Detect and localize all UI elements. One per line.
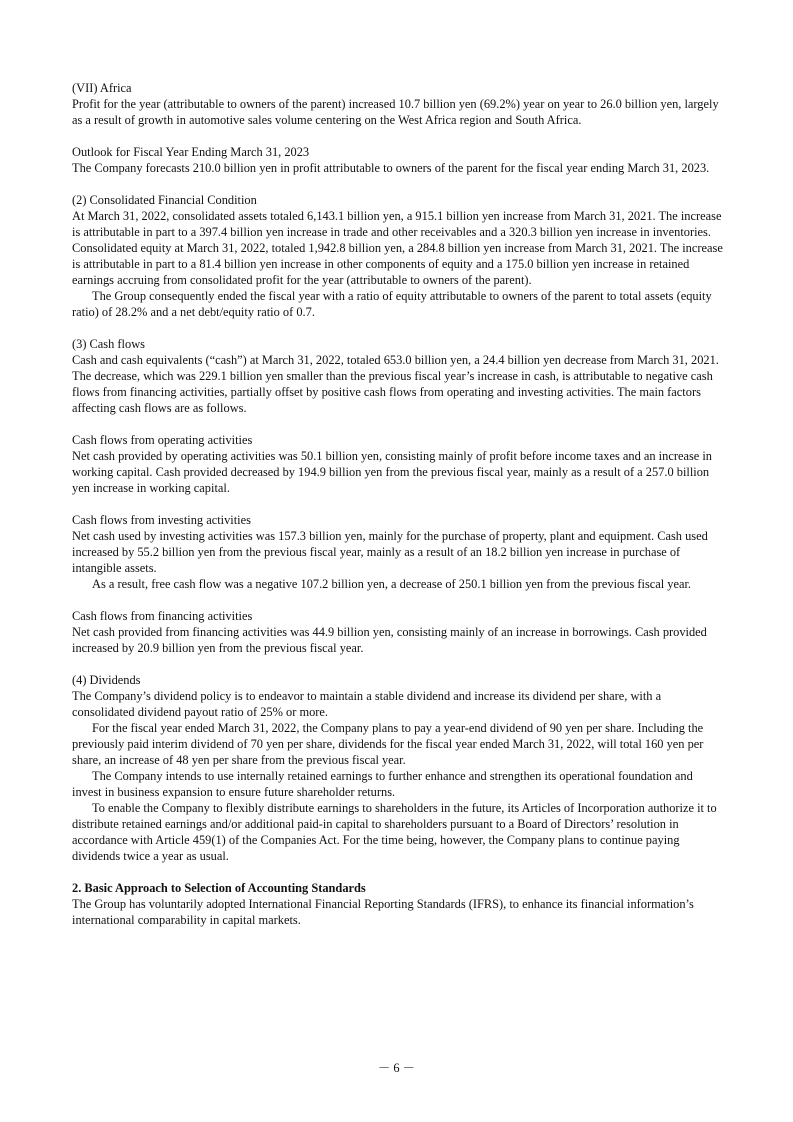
section-africa <box>72 80 724 128</box>
paragraph: The Company forecasts 210.0 billion yen in profit attributable to owners of the parent for the fiscal year ending March 31, 2023. <box>72 161 710 175</box>
section-accounting-standards <box>72 880 724 928</box>
page-number: － 6 － <box>377 1061 416 1075</box>
paragraph: The Company’s dividend policy is to endeavor to maintain a stable dividend and increase its dividend per share, with a consolidated dividend payout ratio of 25% or more. <box>72 689 662 719</box>
section-heading: Cash flows from financing activities <box>72 609 253 623</box>
section-cash-flows <box>72 336 724 416</box>
section-financial-condition <box>72 192 724 320</box>
section-dividends <box>72 672 724 864</box>
paragraph: For the fiscal year ended March 31, 2022, the Company plans to pay a year-end dividend of 90 yen per share. Including the previously paid interim dividend of 70 yen per share, dividends for the fiscal year ended March 31, 2022, will total 160 yen per share, an increase of 48 yen per share from the previous fiscal year. <box>72 721 704 767</box>
paragraph: Cash and cash equivalents (“cash”) at March 31, 2022, totaled 653.0 billion yen, a 24.4 billion yen decrease from March 31, 2021. The decrease, which was 229.1 billion yen smaller than the previous fiscal year’s increase in cash, is attributable to negative cash flows from financing activities, partially offset by positive cash flows from operating and investing activities. The main factors affecting cash flows are as follows. <box>72 353 719 415</box>
paragraph: Profit for the year (attributable to owners of the parent) increased 10.7 billion yen (69.2%) year on year to 26.0 billion yen, largely as a result of growth in automotive sales volume centering on the West Africa region and South Africa. <box>72 97 719 127</box>
paragraph: The Group has voluntarily adopted International Financial Reporting Standards (IFRS), to enhance its financial information’s international comparability in capital markets. <box>72 897 694 927</box>
section-financing-activities <box>72 608 724 656</box>
section-heading: (3) Cash flows <box>72 337 145 351</box>
section-heading: Cash flows from operating activities <box>72 433 253 447</box>
paragraph: To enable the Company to flexibly distribute earnings to shareholders in the future, its Articles of Incorporation authorize it to distribute retained earnings and/or additional paid-in capital to shareholders pursuant to a Board of Directors’ resolution in accordance with Article 459(1) of the Companies Act. For the time being, however, the Company plans to continue paying dividends twice a year as usual. <box>72 801 717 863</box>
section-investing-activities <box>72 512 724 592</box>
section-heading: (4) Dividends <box>72 673 141 687</box>
paragraph: As a result, free cash flow was a negative 107.2 billion yen, a decrease of 250.1 billion yen from the previous fiscal year. <box>92 577 692 591</box>
section-heading: (VII) Africa <box>72 81 132 95</box>
section-heading: (2) Consolidated Financial Condition <box>72 193 257 207</box>
section-operating-activities <box>72 432 724 496</box>
document-body <box>72 80 724 944</box>
paragraph: Net cash used by investing activities was 157.3 billion yen, mainly for the purchase of property, plant and equipment. Cash used increased by 55.2 billion yen from the previous fiscal year, mainly as a result of an 18.2 billion yen increase in purchase of intangible assets. <box>72 529 708 575</box>
section-outlook <box>72 144 724 176</box>
section-heading: 2. Basic Approach to Selection of Accounting Standards <box>72 881 366 895</box>
paragraph: The Group consequently ended the fiscal year with a ratio of equity attributable to owners of the parent to total assets (equity ratio) of 28.2% and a net debt/equity ratio of 0.7. <box>72 289 712 319</box>
paragraph: Net cash provided from financing activities was 44.9 billion yen, consisting mainly of an increase in borrowings. Cash provided increased by 20.9 billion yen from the previous fiscal year. <box>72 625 707 655</box>
paragraph: At March 31, 2022, consolidated assets totaled 6,143.1 billion yen, a 915.1 billion yen increase from March 31, 2021. The increase is attributable in part to a 397.4 billion yen increase in trade and other receivables and a 320.3 billion yen increase in inventories. Consolidated equity at March 31, 2022, totaled 1,942.8 billion yen, a 284.8 billion yen increase from March 31, 2021. The increase is attributable in part to a 81.4 billion yen increase in other components of equity and a 175.0 billion yen increase in retained earnings accruing from consolidated profit for the year (attributable to owners of the parent). <box>72 209 723 287</box>
section-heading: Cash flows from investing activities <box>72 513 251 527</box>
paragraph: Net cash provided by operating activities was 50.1 billion yen, consisting mainly of profit before income taxes and an increase in working capital. Cash provided decreased by 194.9 billion yen from the previous fiscal year, mainly as a result of a 257.0 billion yen increase in working capital. <box>72 449 713 495</box>
paragraph: The Company intends to use internally retained earnings to further enhance and strengthen its operational foundation and invest in business expansion to ensure future shareholder returns. <box>72 769 693 799</box>
section-heading: Outlook for Fiscal Year Ending March 31, 2023 <box>72 145 310 159</box>
